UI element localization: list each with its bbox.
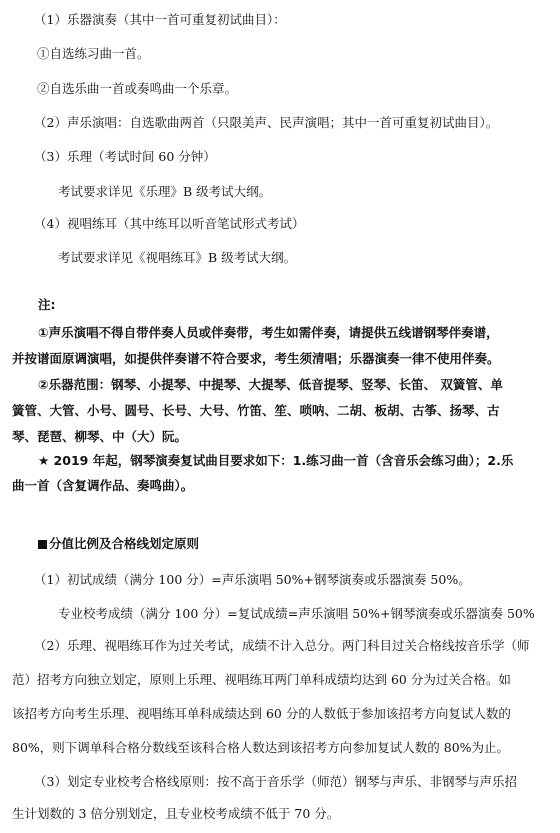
- exam-item-4: （4）视唱练耳（其中练耳以听音笔试形式考试）: [34, 216, 305, 231]
- exam-item-1-sub-1: ①自选练习曲一首。: [37, 46, 150, 61]
- exam-item-3-requirement: 考试要求详见《乐理》B 级考试大纲。: [58, 184, 272, 199]
- notes-label: 注:: [38, 297, 56, 312]
- note-2-line-1: ②乐器范围：钢琴、小提琴、中提琴、大提琴、低音提琴、竖琴、长笛、 双簧管、单: [38, 377, 503, 392]
- exam-item-4-requirement: 考试要求详见《视唱练耳》B 级考试大纲。: [58, 250, 297, 265]
- scoring-3-line-2: 生计划数的 3 倍分别划定，且专业校考成绩不低于 70 分。: [12, 806, 340, 821]
- note-3-line-1: ★ 2019 年起，钢琴演奏复试曲目要求如下：1.练习曲一首（含音乐会练习曲）；2.乐: [38, 453, 514, 468]
- exam-item-3: （3）乐理（考试时间 60 分钟）: [34, 149, 216, 164]
- scoring-heading-text: 分值比例及合格线划定原则: [49, 536, 200, 551]
- scoring-heading: [38, 535, 199, 553]
- scoring-2-line-3: 该招考方向考生乐理、视唱练耳单科成绩达到 60 分的人数低于参加该招考方向复试人数的: [12, 706, 511, 721]
- exam-item-1-sub-2: ②自选乐曲一首或奏鸣曲一个乐章。: [37, 81, 238, 96]
- note-1-line-2: 并按谱面原调演唱，如提供伴奏谱不符合要求，考生须清唱；乐器演奏一律不使用伴奏。: [12, 351, 500, 366]
- note-1-line-1: ①声乐演唱不得自带伴奏人员或伴奏带，考生如需伴奏，请提供五线谱钢琴伴奏谱，: [38, 325, 499, 340]
- scoring-2-line-1: （2）乐理、视唱练耳作为过关考试，成绩不计入总分。两门科目过关合格线按音乐学（师: [34, 638, 530, 653]
- exam-item-1: （1）乐器演奏（其中一首可重复初试曲目）：: [34, 12, 286, 27]
- square-bullet-icon: [38, 540, 47, 549]
- scoring-2-line-4: 80%，则下调单科合格分数线至该科合格人数达到该招考方向参加复试人数的 80%为止。: [12, 740, 510, 755]
- note-2-line-2: 簧管、大管、小号、圆号、长号、大号、竹笛、笙、唢呐、二胡、板胡、古筝、扬琴、古: [12, 403, 500, 418]
- note-3-line-2: 曲一首（含复调作品、奏鸣曲）。: [12, 478, 194, 493]
- scoring-3-line-1: （3）划定专业校考合格线原则：按不高于音乐学（师范）钢琴与声乐、非钢琴与声乐招: [34, 774, 517, 789]
- scoring-1-sub: 专业校考成绩（满分 100 分）=复试成绩=声乐演唱 50%+钢琴演奏或乐器演奏 50%: [58, 606, 535, 621]
- exam-item-2: （2）声乐演唱：自选歌曲两首（只限美声、民声演唱；其中一首可重复初试曲目）。: [34, 115, 499, 130]
- note-2-line-3: 琴、琵琶、柳琴、中（大）阮。: [12, 429, 188, 444]
- scoring-1: （1）初试成绩（满分 100 分）=声乐演唱 50%+钢琴演奏或乐器演奏 50%。: [34, 572, 471, 587]
- scoring-2-line-2: 范）招考方向独立划定，原则上乐理、视唱练耳两门单科成绩均达到 60 分为过关合格。如: [12, 672, 511, 687]
